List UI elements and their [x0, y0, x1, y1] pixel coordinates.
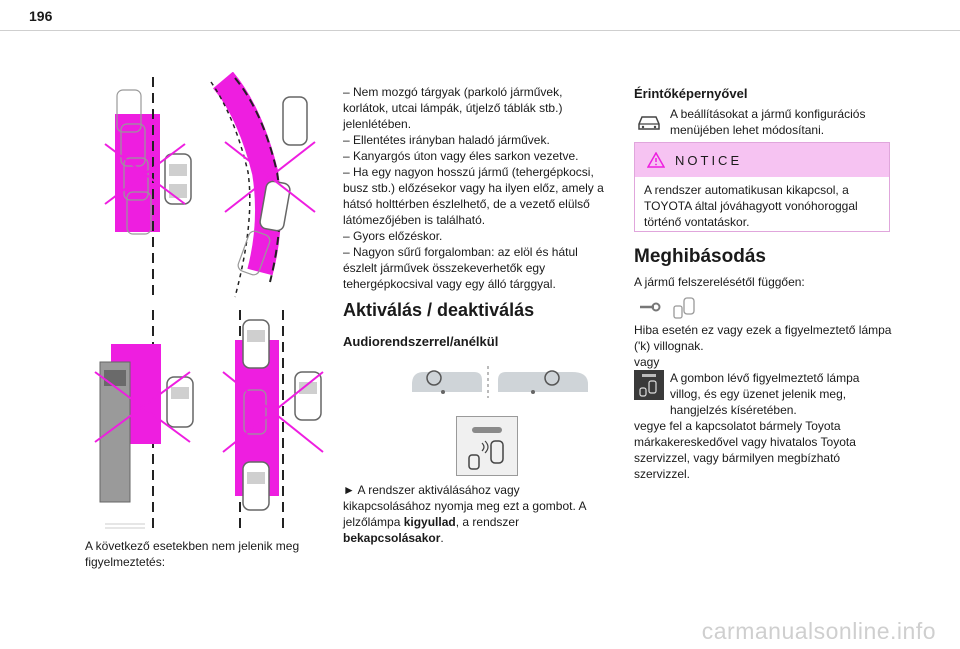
notice-box: [634, 142, 890, 232]
conditions-list: [343, 84, 605, 292]
scene-static-objects: [105, 77, 191, 297]
blind-spot-warning-icon: [457, 417, 517, 475]
condition-item: – Nagyon sűrű forgalomban: az elöl és hátul észlelt járművek összekeverhetők egy tehergépkocsival vagy egy álló tárggyal.: [343, 245, 578, 291]
condition-item: – Ha egy nagyon hosszú jármű (tehergépkocsi, busz stb.) előzésekor vagy ha ilyen előz, amely a hátsó holttérben észlelhető, de a vezető elülső látómezőjében is található.: [343, 165, 604, 227]
condition-item: – Ellentétes irányban haladó járművek.: [343, 133, 550, 147]
activation-heading: Aktiválás / deaktiválás: [343, 300, 535, 320]
button-warning-lamp-icon: [634, 370, 664, 400]
scene-curved-road: [211, 78, 315, 297]
condition-item: – Kanyargós úton vagy éles sarkon vezetve.: [343, 149, 579, 163]
car-settings-icon: [636, 112, 662, 132]
or-text-1: vagy: [634, 355, 660, 369]
audio-subheading: Audiorendszerrel/anélkül: [343, 334, 499, 349]
warning-triangle-icon: [647, 152, 665, 168]
notice-text: A rendszer automatikusan kikapcsol, a TOYOTA által jóváhagyott vonóhoroggal történő vontatáskor.: [644, 183, 858, 229]
page-number: 196: [29, 8, 53, 24]
scene-long-vehicle: [95, 310, 193, 532]
top-divider: [0, 30, 960, 31]
notice-title: NOTICE: [675, 152, 743, 168]
illustration-caption: A következő esetekben nem jelenik meg figyelmeztetés:: [85, 539, 300, 569]
malfunction-text-2: A gombon lévő figyelmeztető lámpa villog, és egy üzenet jelenik meg, hangjelzés kíséretében.: [670, 371, 860, 417]
malfunction-text-3: vegye fel a kapcsolatot bármely Toyota márkakereskedővel vagy hivatalos Toyota szervizzel, vagy bármilyen megbízható szervizzel.: [634, 419, 856, 481]
blind-spot-button[interactable]: [456, 416, 518, 476]
dashboard-button-illustration: [412, 364, 588, 400]
condition-item: – Nem mozgó tárgyak (parkoló járművek, korlátok, utcai lámpák, útjelző táblák stb.) jelenlétében.: [343, 85, 563, 131]
blind-spot-scenario-illustrations: [85, 72, 330, 532]
touchscreen-text: A beállításokat a jármű konfigurációs menüjében lehet módosítani.: [670, 107, 866, 137]
wrench-and-blind-spot-warning-icons: [636, 294, 706, 320]
watermark: carmanualsonline.info: [701, 618, 936, 644]
malfunction-heading: Meghibásodás: [634, 246, 766, 267]
malfunction-text-1: Hiba esetén ez vagy ezek a figyelmeztető lámpa ('k) villognak.: [634, 323, 892, 353]
malfunction-intro: A jármű felszerelésétől függően:: [634, 275, 805, 289]
activation-instruction: ► A rendszer aktiválásához vagy kikapcsolásához nyomja meg ezt a gombot. A jelzőlámpa kigyullad, a rendszer bekapcsolásakor.: [343, 483, 586, 545]
touchscreen-heading: Érintőképernyővel: [634, 86, 748, 101]
notice-header: [635, 143, 889, 177]
condition-item: – Gyors előzéskor.: [343, 229, 443, 243]
scene-dense-traffic: [223, 310, 323, 532]
